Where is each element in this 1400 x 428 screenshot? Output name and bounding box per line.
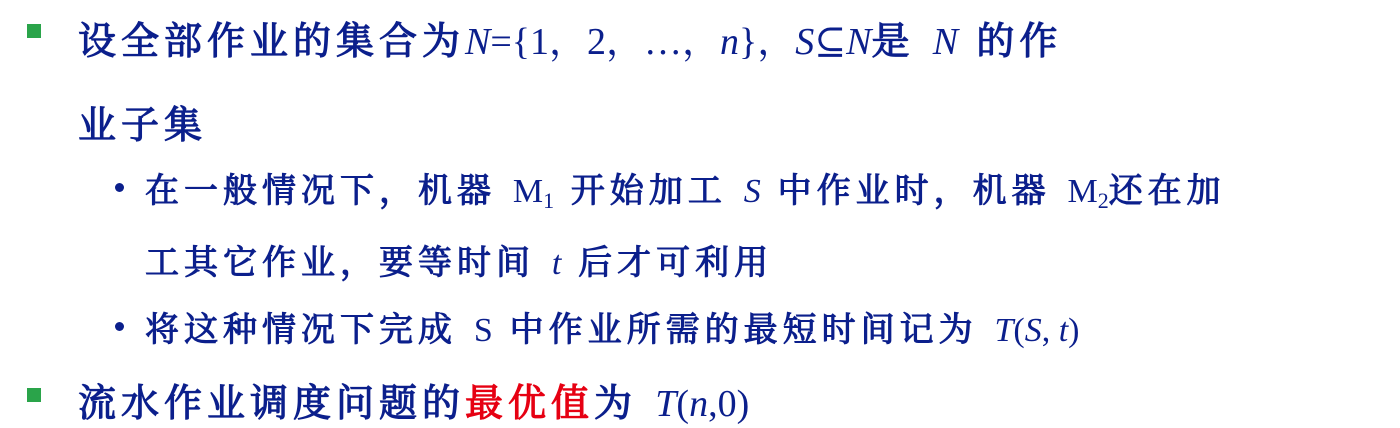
math-rest: ,0): [708, 383, 750, 425]
math-t: t: [1058, 312, 1069, 349]
math-T: T: [655, 383, 677, 425]
math-paren: ): [1068, 312, 1080, 349]
paragraph-1-line-2: [78, 94, 207, 149]
math-comma: ,: [1041, 312, 1059, 349]
bullet-dot-icon: [115, 322, 124, 331]
text: 开始加工: [570, 171, 727, 211]
text: 中作业所需的最短时间记为: [509, 310, 978, 350]
bullet-dot-icon: [115, 183, 124, 192]
text: 是: [871, 18, 915, 63]
paragraph-3: [145, 302, 1079, 351]
text: 的作: [976, 18, 1063, 63]
math-n: n: [720, 21, 740, 63]
math-T: T: [994, 312, 1014, 349]
math-set: ={1，2，…，: [490, 21, 721, 63]
math-n: n: [689, 383, 709, 425]
math-N: N: [932, 21, 959, 63]
paragraph-4: [78, 372, 749, 427]
math-close: }，: [739, 21, 796, 63]
math-M: $M_2$: [1067, 173, 1109, 213]
math-S: S: [473, 312, 493, 349]
math-S: S: [795, 21, 815, 63]
math-t: t: [551, 245, 562, 282]
text: 业子集: [78, 102, 208, 147]
text: 中作业时，机器: [777, 171, 1051, 211]
text: 设全部作业的集合为: [78, 18, 466, 63]
highlight-optimal-value: 最优值: [465, 380, 595, 425]
math-N: N: [846, 21, 872, 63]
paragraph-1-line-1: [78, 10, 1062, 65]
math-S: S: [1024, 312, 1042, 349]
math-S: S: [743, 173, 761, 210]
bullet-square-icon: [27, 388, 41, 402]
text: 将这种情况下完成: [145, 310, 457, 350]
text: 在一般情况下，机器: [145, 171, 496, 211]
paragraph-2-line-1: [145, 163, 1226, 214]
paragraph-2-line-2: [145, 235, 773, 284]
text: 工其它作业，要等时间: [145, 243, 535, 283]
text: 还在加: [1108, 171, 1226, 211]
math-subseteq: ⊆: [814, 21, 847, 63]
text: 为: [594, 380, 638, 425]
math-N: N: [465, 21, 491, 63]
bullet-square-icon: [27, 24, 41, 38]
text: 后才可利用: [578, 243, 774, 283]
math-M: $M_1$: [512, 173, 555, 213]
math-paren: (: [1013, 312, 1025, 349]
math-paren: (: [676, 383, 690, 425]
text: 流水作业调度问题的: [78, 380, 466, 425]
